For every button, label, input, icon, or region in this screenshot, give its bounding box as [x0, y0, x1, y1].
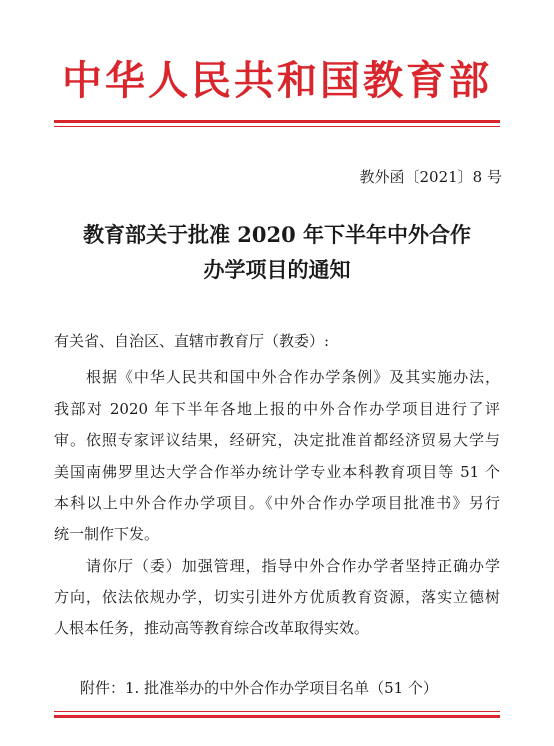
document-title-line-1: 教育部关于批准 2020 年下半年中外合作 — [82, 222, 472, 247]
body-paragraph-2-line-3: 人根本任务，推动高等教育综合改革取得实效。 — [54, 619, 370, 637]
letterhead-rule-thick — [54, 120, 500, 123]
body-paragraph-1-line-2: 我部对 2020 年下半年各地上报的中外合作办学项目进行了评 — [54, 400, 500, 418]
body-paragraph-1-line-4: 美国南佛罗里达大学合作举办统计学专业本科教育项目等 51 个 — [54, 463, 500, 481]
body-paragraph-1-line-6: 统一制作下发。 — [54, 525, 160, 543]
body-paragraph-2-line-1: 请你厅（委）加强管理，指导中外合作办学者坚持正确办学 — [86, 557, 500, 575]
body-paragraph-1-line-5: 本科以上中外合作办学项目。《中外合作办学项目批准书》另行 — [54, 494, 500, 512]
document-title-line-2: 办学项目的通知 — [203, 257, 351, 282]
body-paragraph-2-line-2: 方向，依法依规办学，切实引进外方优质教育资源，落实立德树 — [54, 588, 500, 606]
salutation: 有关省、自治区、直辖市教育厅（教委）: — [54, 332, 330, 350]
body-paragraph-1-line-3: 审。依照专家评议结果，经研究，决定批准首都经济贸易大学与 — [54, 431, 500, 449]
letterhead-org-name: 中华人民共和国教育部 — [62, 58, 492, 104]
body-paragraph-1-line-1: 根据《中华人民共和国中外合作办学条例》及其实施办法， — [86, 368, 500, 386]
letterhead-rule-thin — [54, 126, 500, 127]
footer-rule-thick — [54, 715, 500, 718]
footer-rule-thin — [54, 711, 500, 712]
attachment-list: 附件：1. 批准举办的中外合作办学项目名单（51 个） — [80, 679, 438, 697]
document-number: 教外函〔2021〕8 号 — [359, 168, 502, 186]
